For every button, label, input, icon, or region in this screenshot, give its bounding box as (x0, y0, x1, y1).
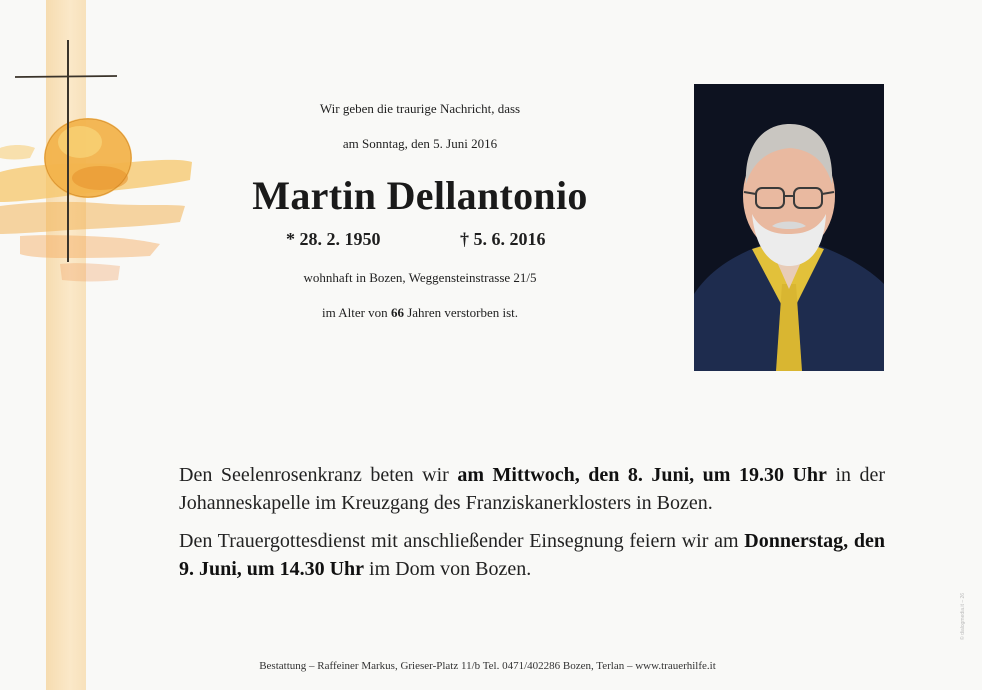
age-suffix: Jahren verstorben ist. (407, 305, 519, 320)
rosary-paragraph (179, 461, 885, 517)
watermark: © dialogmedia.it – 26 (960, 592, 966, 640)
funeral-datetime: Donnerstag, den 9. Juni, um 14.30 Uhr (179, 530, 885, 580)
rosary-text-2: in der Johanneskapelle im Kreuzgang des Franziskanerklosters in Bozen. (179, 464, 886, 514)
residence-line: wohnhaft in Bozen, Weggensteinstrasse 21/5 (303, 270, 537, 285)
sun-icon (44, 118, 132, 198)
deceased-name: Martin Dellantonio (252, 173, 588, 218)
funeral-paragraph (179, 527, 885, 583)
funeral-text-2: im Dom von Bozen. (369, 558, 532, 580)
funeral-text-1: Den Trauergottesdienst mit anschließender Einsegnung feiern wir am (179, 530, 739, 552)
birth-date: * 28. 2. 1950 (286, 229, 381, 249)
footer-contact: Bestattung – Raffeiner Markus, Grieser-Platz 11/b Tel. 0471/402286 Bozen, Terlan – www.trauerhilfe.it (259, 660, 716, 672)
rosary-datetime: am Mittwoch, den 8. Juni, um 19.30 Uhr (457, 464, 827, 486)
portrait-illustration (694, 84, 884, 371)
age-value: 66 (390, 305, 404, 320)
portrait-photo (694, 84, 884, 371)
death-date-line: am Sonntag, den 5. Juni 2016 (342, 136, 498, 151)
rosary-text-1: Den Seelenrosenkranz beten wir (179, 464, 449, 486)
death-date: † 5. 6. 2016 (460, 229, 546, 249)
intro-line: Wir geben die traurige Nachricht, dass (319, 101, 521, 116)
age-line (200, 305, 640, 321)
age-prefix: im Alter von (321, 305, 388, 320)
cross-sun-illustration (0, 30, 200, 310)
